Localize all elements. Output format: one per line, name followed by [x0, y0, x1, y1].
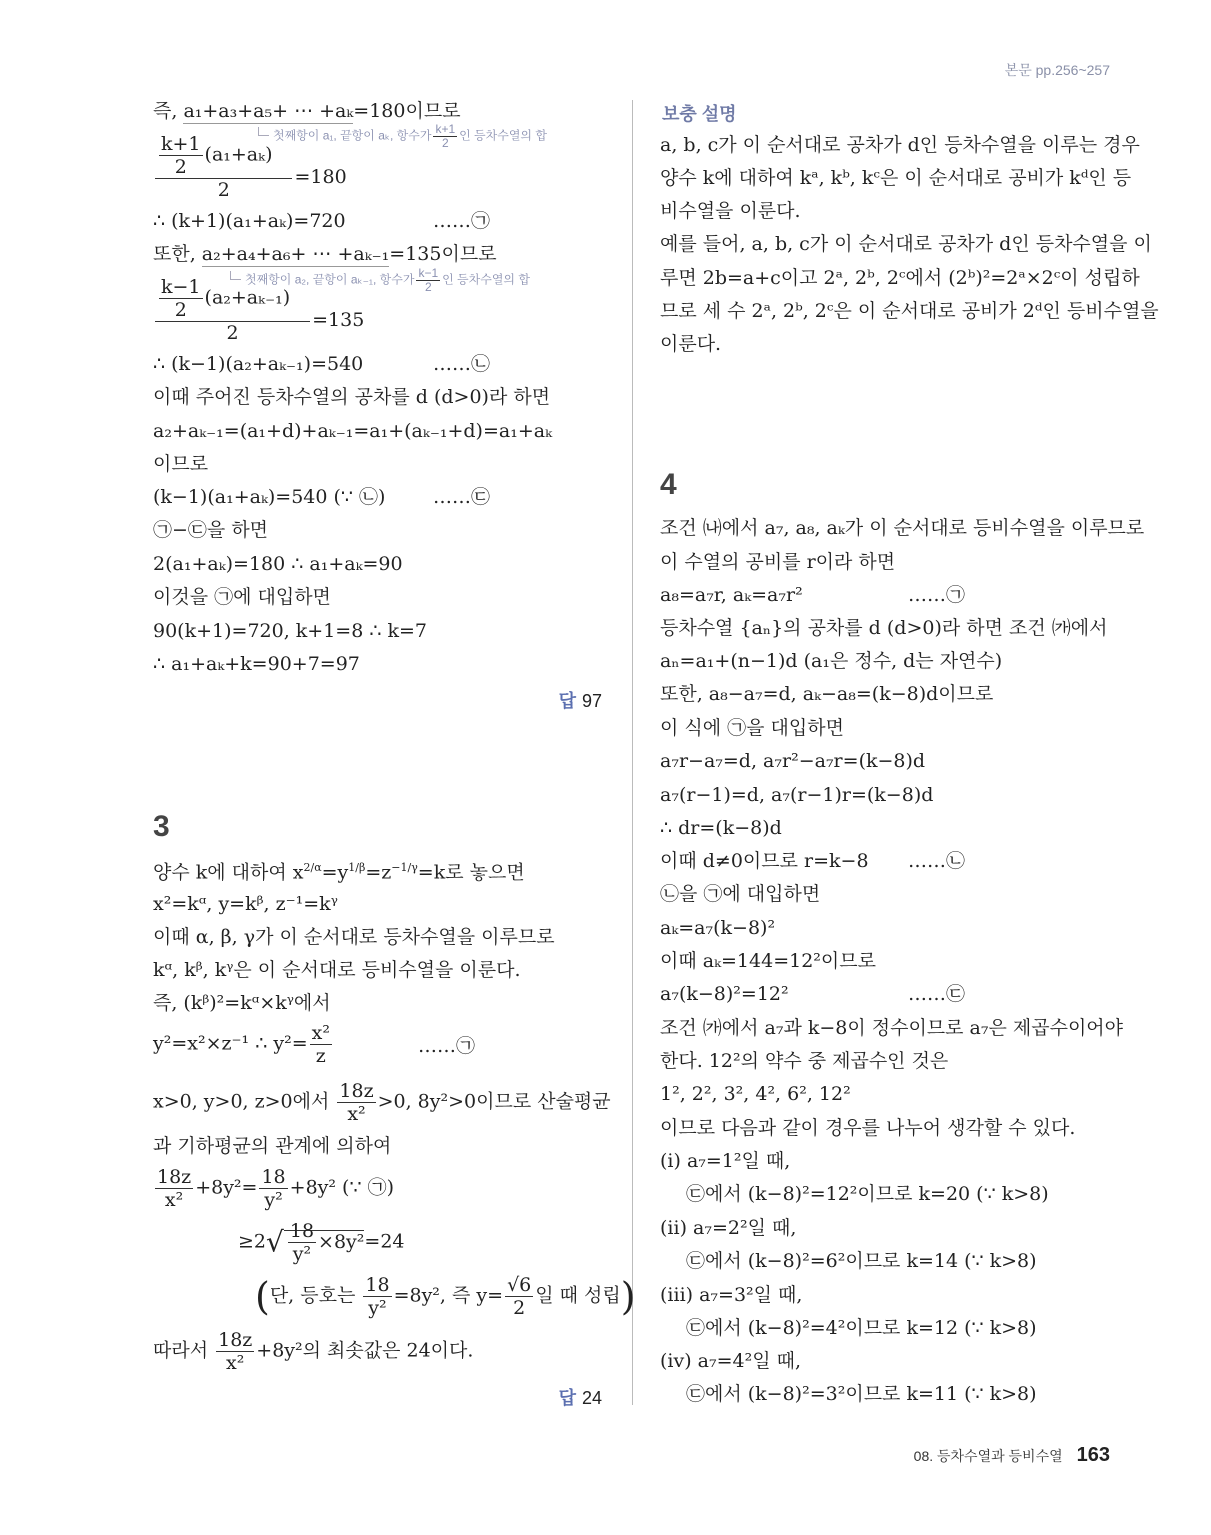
problem-number-3: 3: [153, 810, 170, 843]
solution-line: (k−1)(a₁+aₖ)=540 (∵ ㉡) ……㉢: [153, 486, 491, 508]
page-number: 163: [1076, 1444, 1110, 1466]
supp-line: 비수열을 이룬다.: [660, 200, 801, 222]
solution-line: ∴ dr=(k−8)d: [660, 817, 782, 839]
solution-line: 조건 ㈎에서 a₇과 k−8이 정수이므로 a₇은 제곱수이어야: [660, 1017, 1124, 1039]
solution-line: 90(k+1)=720, k+1=8 ∴ k=7: [153, 620, 428, 642]
solution-line: 이 수열의 공비를 r이라 하면: [660, 551, 896, 573]
solution-line: 등차수열 {aₙ}의 공차를 d (d>0)라 하면 조건 ㈎에서: [660, 617, 1108, 639]
solution-line: 이것을 ㉠에 대입하면: [153, 586, 331, 608]
solution-line: ㉡을 ㉠에 대입하면: [660, 883, 821, 905]
supp-line: 이룬다.: [660, 333, 722, 355]
solution-line: 또한, a₈−a₇=d, aₖ−a₈=(k−8)d이므로: [660, 683, 994, 705]
solution-line: 양수 k에 대하여 $x^{2/\alpha}=y^{1/\beta}=z^{-1/\gamma}=k$로 놓으면: [153, 861, 525, 884]
solution-line: 또한, a₂+a₄+a₆+ ⋯ +aₖ₋₁=135이므로: [153, 243, 497, 265]
solution-line: 즉, (kᵝ)²=kᵅ×kᵞ에서: [153, 992, 331, 1014]
solution-line: x>0, y>0, z>0에서 $\frac{18z}{\text{x²}}$ >0, 8y²>0이므로 산술평균: [153, 1080, 611, 1125]
supp-line: 루면 2b=a+c이고 2ᵃ, 2ᵇ, 2ᶜ에서 (2ᵇ)²=2ᵃ×2ᶜ이 성립하: [660, 267, 1140, 289]
case-2-detail: ㉢에서 (k−8)²=6²이므로 k=14 (∵ k>8): [686, 1250, 1037, 1272]
solution-line: 따라서 $\frac{18z}{\text{x²}}$ +8y²의 최솟값은 24이다.: [153, 1329, 474, 1374]
page-footer: [914, 1444, 1110, 1467]
solution-line: 조건 ㈏에서 a₇, a₈, aₖ가 이 순서대로 등비수열을 이루므로: [660, 517, 1145, 539]
answer-24: 답 24: [558, 1388, 602, 1408]
fraction-equation: $\frac{k-1}{2}$ (a₂+aₖ₋₁) 2 =135: [153, 276, 364, 344]
solution-line: 이므로 다음과 같이 경우를 나누어 생각할 수 있다.: [660, 1117, 1076, 1139]
solution-line: 한다. 12²의 약수 중 제곱수인 것은: [660, 1050, 949, 1072]
chapter-title: 08. 등차수열과 등비수열: [913, 1448, 1063, 1464]
solution-line: aₙ=a₁+(n−1)d (a₁은 정수, d는 자연수): [660, 650, 1003, 672]
supp-line: a, b, c가 이 순서대로 공차가 d인 등차수열을 이루는 경우: [660, 134, 1140, 156]
solution-line: ≥2√ $\frac{18}{\text{y²}}$ ×8y²=24: [238, 1220, 405, 1265]
equality-condition: (단, 등호는 $\frac{18}{\text{y²}}$ =8y², 즉 y= $\frac{√6}{2}$ 일 때 성립): [255, 1274, 636, 1319]
solution-line: a₈=a₇r, aₖ=a₇r² ……㉠: [660, 584, 966, 606]
page-reference: 본문 pp.256~257: [1004, 62, 1110, 78]
supp-line: 예를 들어, a, b, c가 이 순서대로 공차가 d인 등차수열을 이: [660, 233, 1152, 255]
solution-line: a₇r−a₇=d, a₇r²−a₇r=(k−8)d: [660, 750, 926, 772]
case-3-detail: ㉢에서 (k−8)²=4²이므로 k=12 (∵ k>8): [686, 1317, 1037, 1339]
problem-number-4: 4: [660, 468, 677, 501]
solution-line: ∴ a₁+aₖ+k=90+7=97: [153, 653, 360, 675]
case-2: (ii) a₇=2²일 때,: [660, 1217, 797, 1239]
annotation-note: 첫째항이 a₂, 끝항이 aₖ₋₁, 항수가 $\frac{k-1}{2}$ 인 등차수열의 합: [230, 267, 530, 294]
case-1: (i) a₇=1²일 때,: [660, 1150, 791, 1172]
case-4: (iv) a₇=4²일 때,: [660, 1350, 802, 1372]
case-1-detail: ㉢에서 (k−8)²=12²이므로 k=20 (∵ k>8): [686, 1183, 1049, 1205]
solution-line: 과 기하평균의 관계에 의하여: [153, 1135, 392, 1157]
solution-line: 이 식에 ㉠을 대입하면: [660, 717, 844, 739]
solution-line: 2(a₁+aₖ)=180 ∴ a₁+aₖ=90: [153, 553, 403, 575]
solution-line: 이때 α, β, γ가 이 순서대로 등차수열을 이루므로: [153, 926, 555, 948]
solution-line: ㉠−㉢을 하면: [153, 519, 269, 541]
solution-line: a₂+aₖ₋₁=(a₁+d)+aₖ₋₁=a₁+(aₖ₋₁+d)=a₁+aₖ: [153, 420, 552, 442]
supp-line: 므로 세 수 2ᵃ, 2ᵇ, 2ᶜ은 이 순서대로 공비가 2ᵈ인 등비수열을: [660, 300, 1159, 322]
solution-line: 1², 2², 3², 4², 6², 12²: [660, 1083, 851, 1105]
column-divider: [632, 100, 633, 1405]
solution-line: 이때 주어진 등차수열의 공차를 d (d>0)라 하면: [153, 386, 551, 408]
solution-line: ∴ (k−1)(a₂+aₖ₋₁)=540 ……㉡: [153, 353, 491, 375]
solution-line: x²=kᵅ, y=kᵝ, z⁻¹=kᵞ: [153, 893, 338, 915]
solution-line: a₇(k−8)²=12² ……㉢: [660, 983, 966, 1005]
solution-line: aₖ=a₇(k−8)²: [660, 917, 776, 939]
answer-97: 답 97: [558, 691, 602, 711]
fraction-equation: $\frac{k+1}{2}$ (a₁+aₖ) 2 =180: [153, 133, 347, 201]
solution-line: ∴ (k+1)(a₁+aₖ)=720 ……㉠: [153, 210, 491, 232]
case-3: (iii) a₇=3²일 때,: [660, 1284, 803, 1306]
solution-line: 이때 d≠0이므로 r=k−8 ……㉡: [660, 850, 966, 872]
annotation-note: 첫째항이 a₁, 끝항이 aₖ, 항수가 $\frac{k+1}{2}$ 인 등차수열의 합: [258, 123, 547, 150]
solution-line: 이므로: [153, 453, 209, 475]
supp-line: 양수 k에 대하여 kᵃ, kᵇ, kᶜ은 이 순서대로 공비가 kᵈ인 등: [660, 167, 1132, 189]
solution-line: 즉, a₁+a₃+a₅+ ⋯ +aₖ=180이므로: [153, 100, 461, 122]
solution-line: $\frac{18z}{\text{x²}}$ +8y²= $\frac{18}{\text{y²}}$ +8y² (∵ ㉠): [157, 1166, 395, 1211]
solution-line: 이때 aₖ=144=12²이므로: [660, 950, 876, 972]
case-4-detail: ㉢에서 (k−8)²=3²이므로 k=11 (∵ k>8): [686, 1383, 1037, 1405]
solution-line: kᵅ, kᵝ, kᵞ은 이 순서대로 등비수열을 이룬다.: [153, 959, 521, 981]
supplementary-title: 보충 설명: [662, 104, 737, 124]
solution-line: y²=x²×z⁻¹ ∴ y²= $\frac{\text{x²}}{z}$ ……㉠: [153, 1022, 476, 1067]
solution-line: a₇(r−1)=d, a₇(r−1)r=(k−8)d: [660, 784, 934, 806]
